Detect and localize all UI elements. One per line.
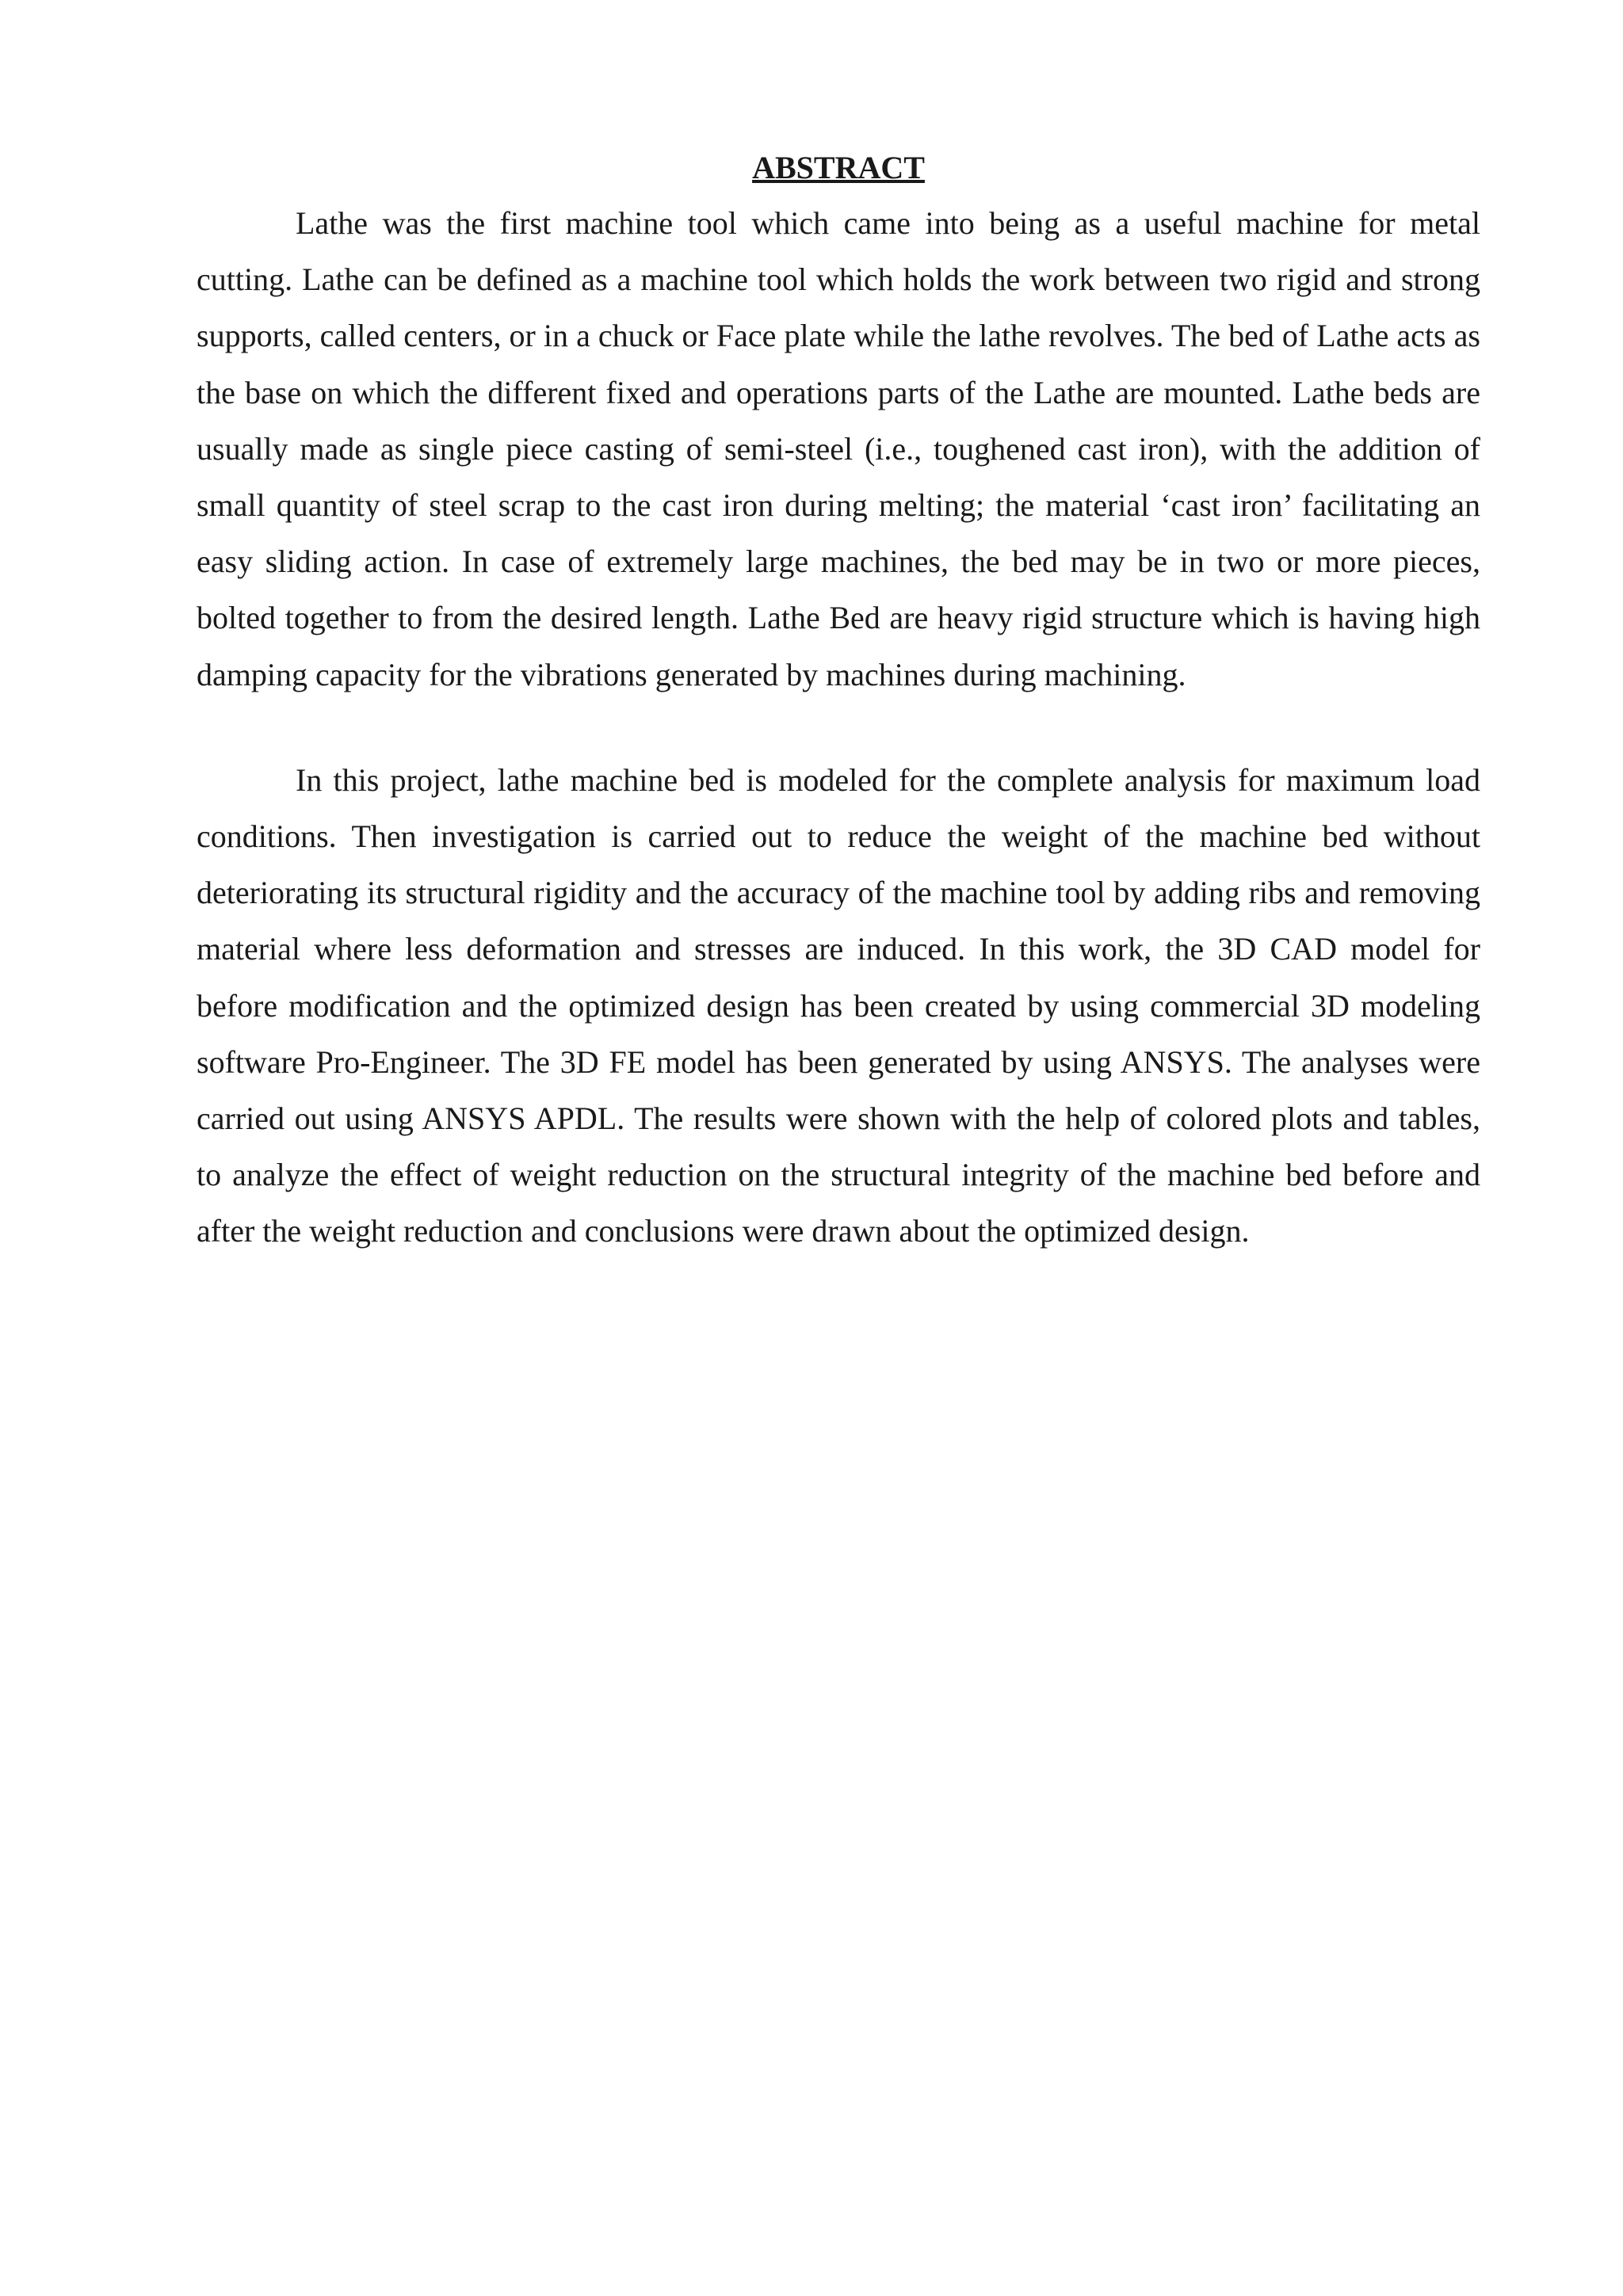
abstract-paragraph-2: In this project, lathe machine bed is modeled for the complete analysis for maximum load conditions. Then investigation is carried out to reduce the weight of the machine bed without deteriorating its structural rigidity and the accuracy of the machine tool by adding ribs and removing material where less deformation and stresses are induced. In this work, the 3D CAD model for before modification and the optimized design has been created by using commercial 3D modeling software Pro-Engineer. The 3D FE model has been generated by using ANSYS. The analyses were carried out using ANSYS APDL. The results were shown with the help of colored plots and tables, to analyze the effect of weight reduction on the structural integrity of the machine bed before and after the weight reduction and conclusions were drawn about the optimized design. xyxy=(197,761,1480,1249)
document-body xyxy=(197,144,1480,1260)
abstract-paragraph-1: Lathe was the first machine tool which came into being as a useful machine for metal cutting. Lathe can be defined as a machine tool which holds the work between two rigid and strong supports, called centers, or in a chuck or Face plate while the lathe revolves. The bed of Lathe acts as the base on which the different fixed and operations parts of the Lathe are mounted. Lathe beds are usually made as single piece casting of semi-steel (i.e., toughened cast iron), with the addition of small quantity of steel scrap to the cast iron during melting; the material ‘cast iron’ facilitating an easy sliding action. In case of extremely large machines, the bed may be in two or more pieces, bolted together to from the desired length. Lathe Bed are heavy rigid structure which is having high damping capacity for the vibrations generated by machines during machining. xyxy=(197,205,1480,692)
page-title: ABSTRACT xyxy=(752,150,925,185)
